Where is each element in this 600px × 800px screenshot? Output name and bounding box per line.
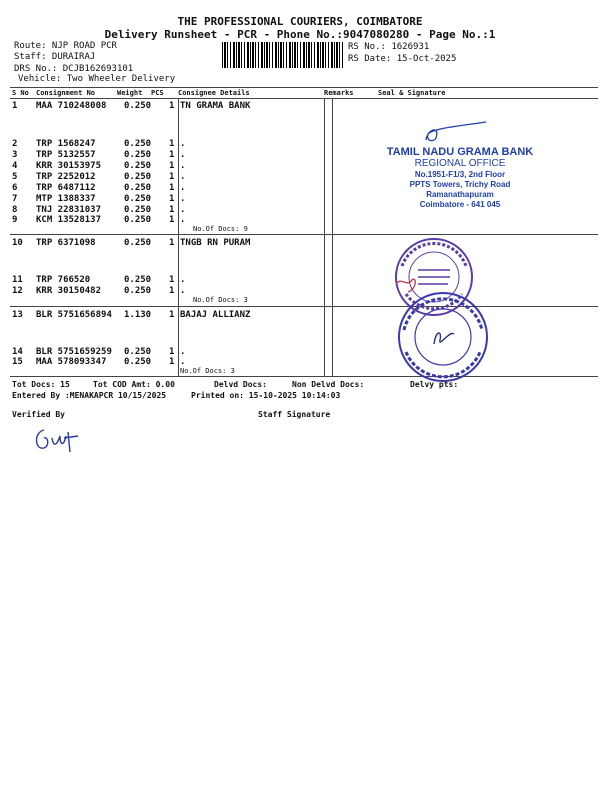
row-sno: 7: [12, 194, 18, 204]
row-sno: 5: [12, 172, 18, 182]
row-consignee: TN GRAMA BANK: [180, 101, 251, 111]
stamp-address-4: Coimbatore - 641 045: [419, 200, 501, 209]
row-pcs: 1: [169, 101, 175, 111]
group-divider: [10, 306, 598, 307]
row-weight: 1.130: [124, 310, 152, 320]
row-sno: 14: [12, 347, 23, 357]
barcode: [222, 42, 344, 68]
row-weight: 0.250: [124, 286, 152, 296]
row-consignment: TNJ 22831037: [36, 205, 102, 215]
row-weight: 0.250: [124, 347, 152, 357]
row-consignee: BAJAJ ALLIANZ: [180, 310, 251, 320]
row-sno: 10: [12, 238, 23, 248]
non-delivered-docs: Non Delvd Docs:: [292, 380, 365, 389]
entered-by: Entered By :MENAKAPCR 10/15/2025: [12, 391, 167, 400]
row-pcs: 1: [169, 238, 175, 248]
row-sno: 6: [12, 183, 18, 193]
row-weight: 0.250: [124, 101, 152, 111]
row-weight: 0.250: [124, 161, 152, 171]
row-pcs: 1: [169, 172, 175, 182]
col-divider: [332, 98, 333, 376]
row-weight: 0.250: [124, 275, 152, 285]
row-consignee: .: [180, 215, 186, 225]
row-pcs: 1: [169, 286, 175, 296]
row-consignee: .: [180, 357, 186, 367]
col-divider: [324, 98, 325, 376]
group-doc-count: No.Of Docs: 3: [193, 296, 248, 304]
row-sno: 3: [12, 150, 18, 160]
round-insurance-seal: [394, 290, 492, 384]
row-consignee: .: [180, 347, 186, 357]
row-consignment: KCM 13528137: [36, 215, 102, 225]
col-header-consignee: Consignee Details: [178, 89, 250, 97]
group-doc-count: No.Of Docs: 9: [193, 225, 248, 233]
row-pcs: 1: [169, 205, 175, 215]
stamp-address-2: PPTS Towers, Trichy Road: [409, 180, 511, 189]
row-consignment: KRR 30153975: [36, 161, 102, 171]
row-consignment: BLR 5751656894: [36, 310, 112, 320]
row-pcs: 1: [169, 357, 175, 367]
total-docs: Tot Docs: 15: [12, 380, 70, 389]
staff-label: Staff: DURAIRAJ: [14, 52, 96, 62]
row-consignee: .: [180, 161, 186, 171]
table-header-border: [10, 98, 598, 99]
row-consignment: TRP 5132557: [36, 150, 96, 160]
row-consignment: MAA 710248008: [36, 101, 107, 111]
row-consignment: TRP 2252012: [36, 172, 96, 182]
row-pcs: 1: [169, 150, 175, 160]
stamp-address-1: No.1951-F1/3, 2nd Floor: [414, 170, 506, 179]
printed-on: Printed on: 15-10-2025 10:14:03: [191, 391, 341, 400]
row-sno: 15: [12, 357, 23, 367]
group-divider: [10, 234, 598, 235]
col-divider: [178, 98, 179, 376]
row-weight: 0.250: [124, 183, 152, 193]
row-weight: 0.250: [124, 238, 152, 248]
col-header-seal: Seal & Signature: [378, 89, 446, 97]
row-weight: 0.250: [124, 357, 152, 367]
row-pcs: 1: [169, 139, 175, 149]
row-consignment: TRP 6371098: [36, 238, 96, 248]
row-weight: 0.250: [124, 139, 152, 149]
row-pcs: 1: [169, 215, 175, 225]
row-sno: 12: [12, 286, 23, 296]
row-weight: 0.250: [124, 150, 152, 160]
vehicle-label: Vehicle: Two Wheeler Delivery: [18, 74, 176, 84]
row-consignment: KRR 30150482: [36, 286, 102, 296]
delivery-points: Delvy pts:: [410, 380, 459, 389]
delivered-docs: Delvd Docs:: [214, 380, 267, 389]
row-weight: 0.250: [124, 215, 152, 225]
row-pcs: 1: [169, 194, 175, 204]
row-pcs: 1: [169, 275, 175, 285]
runsheet-subtitle: Delivery Runsheet - PCR - Phone No.:9047080280 - Page No.:1: [104, 28, 496, 41]
row-sno: 1: [12, 101, 18, 111]
row-consignment: TRP 766520: [36, 275, 91, 285]
staff-signature-label: Staff Signature: [258, 410, 331, 419]
row-consignee: .: [180, 139, 186, 149]
row-consignment: TRP 1568247: [36, 139, 96, 149]
row-consignee: .: [180, 172, 186, 182]
table-bottom-border: [10, 376, 598, 377]
total-cod-amount: Tot COD Amt: 0.00: [93, 380, 175, 389]
row-consignee: TNGB RN PURAM: [180, 238, 251, 248]
row-consignment: MTP 1388337: [36, 194, 96, 204]
col-header-weight: Weight: [117, 89, 143, 97]
row-weight: 0.250: [124, 194, 152, 204]
row-pcs: 1: [169, 161, 175, 171]
stamp-address-3: Ramanathapuram: [426, 190, 494, 199]
stamp-office: REGIONAL OFFICE: [414, 158, 506, 169]
row-sno: 11: [12, 275, 23, 285]
row-pcs: 1: [169, 347, 175, 357]
verifier-signature: [30, 424, 86, 456]
col-header-sno: S No: [12, 89, 29, 97]
verified-by-label: Verified By: [12, 410, 65, 419]
stamp-bank-name: TAMIL NADU GRAMA BANK: [386, 146, 534, 158]
row-weight: 0.250: [124, 205, 152, 215]
col-header-remarks: Remarks: [324, 89, 354, 97]
row-pcs: 1: [169, 183, 175, 193]
table-top-border: [10, 87, 598, 88]
runsheet-title: THE PROFESSIONAL COURIERS, COIMBATORE: [177, 15, 423, 28]
row-consignment: MAA 578093347: [36, 357, 107, 367]
rs-date: RS Date: 15-Oct-2025: [348, 54, 457, 64]
row-consignment: BLR 5751659259: [36, 347, 112, 357]
row-sno: 4: [12, 161, 18, 171]
rs-number: RS No.: 1626931: [348, 42, 430, 52]
col-header-consignment: Consignment No: [36, 89, 96, 97]
row-sno: 2: [12, 139, 18, 149]
row-consignee: .: [180, 286, 186, 296]
row-consignee: .: [180, 275, 186, 285]
row-consignee: .: [180, 150, 186, 160]
signature-mark: [420, 120, 490, 146]
row-sno: 8: [12, 205, 18, 215]
route-label: Route: NJP ROAD PCR: [14, 41, 117, 51]
row-sno: 9: [12, 215, 18, 225]
row-consignee: .: [180, 205, 186, 215]
row-weight: 0.250: [124, 172, 152, 182]
group-doc-count: No.Of Docs: 3: [180, 367, 235, 375]
row-pcs: 1: [169, 310, 175, 320]
row-consignee: .: [180, 183, 186, 193]
row-consignment: TRP 6487112: [36, 183, 96, 193]
row-consignee: .: [180, 194, 186, 204]
col-header-pcs: PCS: [151, 89, 164, 97]
row-sno: 13: [12, 310, 23, 320]
drs-number: DRS No.: DCJB162693101: [14, 64, 134, 74]
